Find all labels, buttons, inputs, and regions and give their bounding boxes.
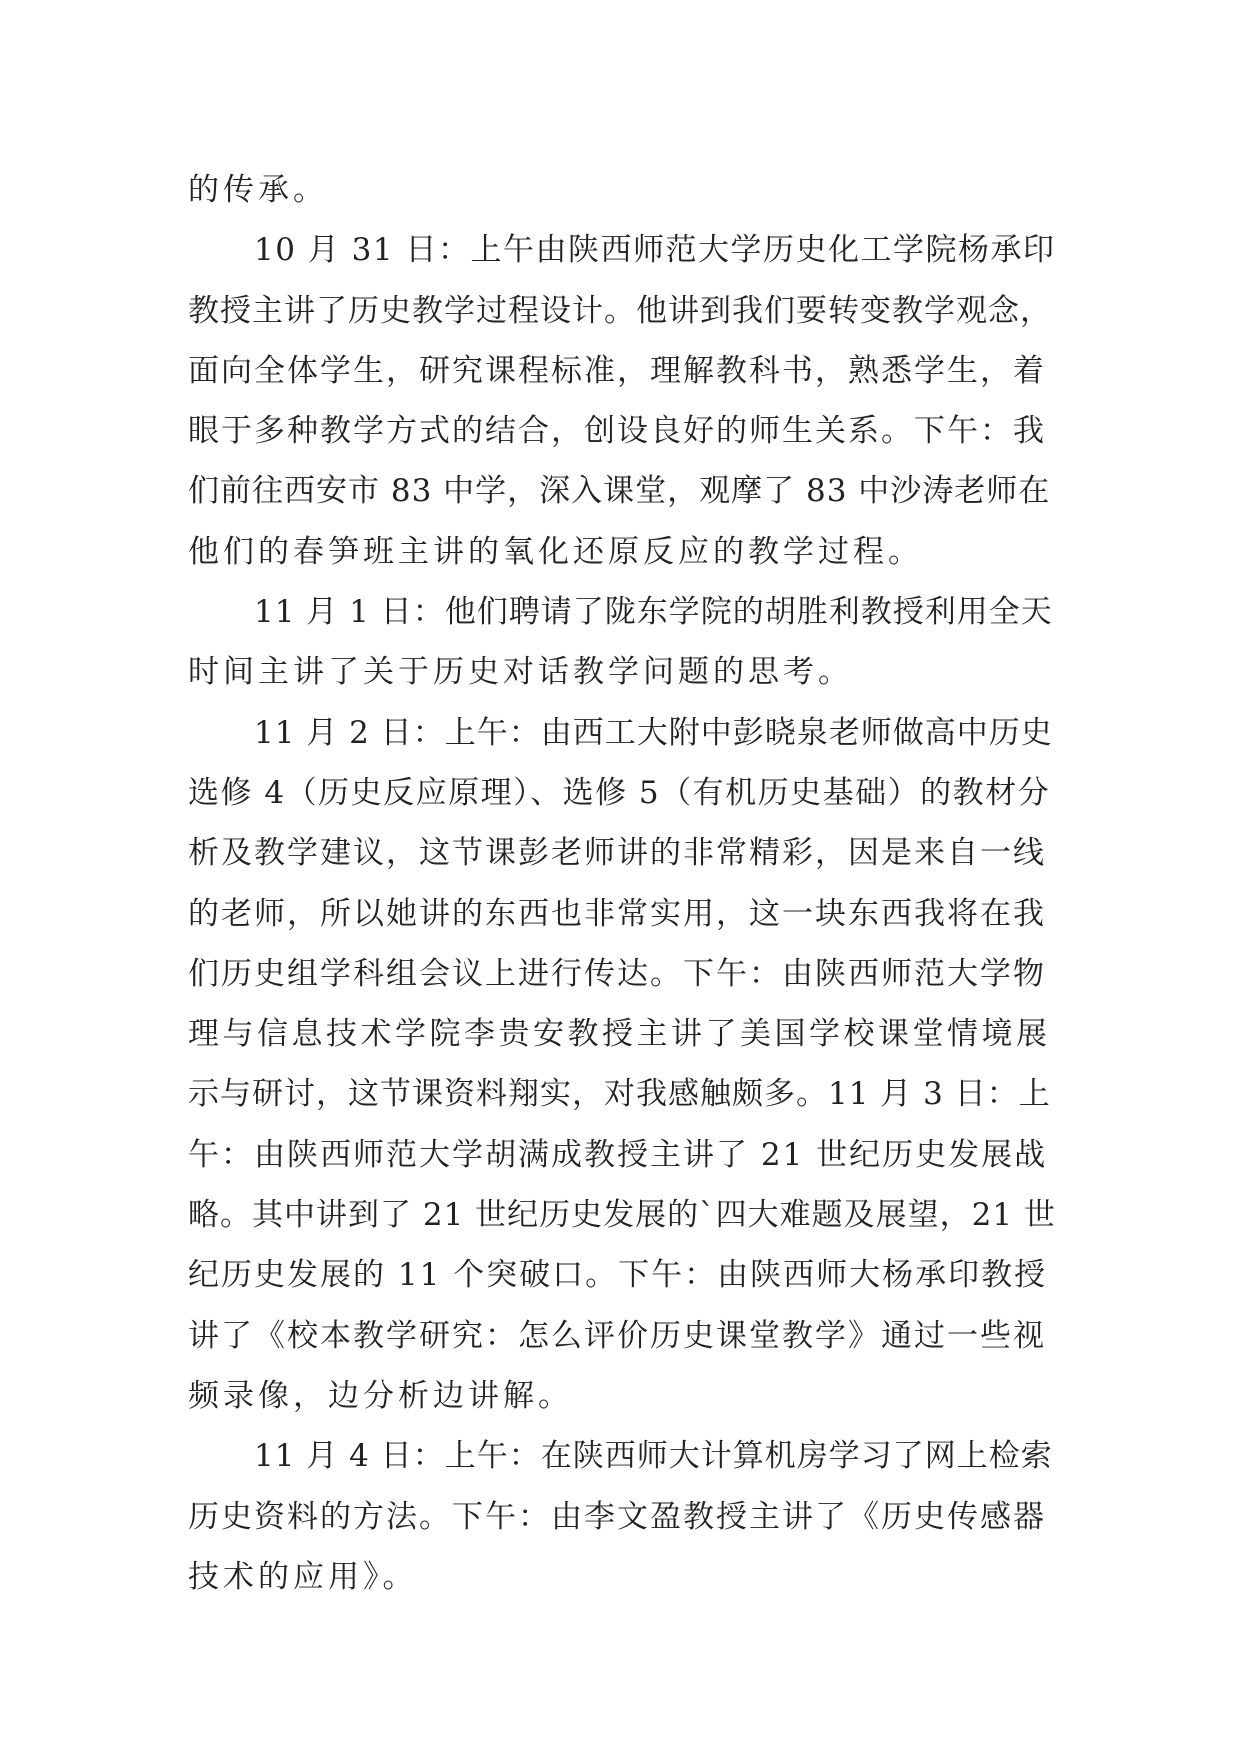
text-line: 的老师，所以她讲的东西也非常实用，这一块东西我将在我 [188, 895, 1046, 932]
text-line: 讲了《校本教学研究：怎么评价历史课堂教学》通过一些视 [188, 1317, 1046, 1354]
text-line: 历史资料的方法。下午：由李文盈教授主讲了《历史传感器 [188, 1498, 1046, 1535]
text-line: 他们的春笋班主讲的氧化还原反应的教学过程。 [188, 533, 923, 570]
text-line: 频录像，边分析边讲解。 [188, 1377, 573, 1414]
text-line: 们历史组学科组会议上进行传达。下午：由陕西师范大学物 [188, 955, 1046, 992]
text-line: 面向全体学生，研究课程标准，理解教科书，熟悉学生，着 [188, 352, 1046, 389]
text-line: 们前往西安市 83 中学，深入课堂，观摩了 83 中沙涛老师在 [188, 473, 1051, 510]
text-line: 选修 4（历史反应原理）、选修 5（有机历史基础）的教材分 [188, 774, 1051, 811]
text-line: 略。其中讲到了 21 世纪历史发展的`四大难题及展望，21 世 [188, 1197, 1056, 1234]
text-line: 11 月 1 日：他们聘请了陇东学院的胡胜利教授利用全天 [254, 594, 1053, 631]
text-line: 析及教学建议，这节课彭老师讲的非常精彩，因是来自一线 [188, 835, 1046, 872]
text-line: 教授主讲了历史教学过程设计。他讲到我们要转变教学观念， [188, 292, 1052, 329]
document-body [188, 160, 1058, 1607]
text-line: 眼于多种教学方式的结合，创设良好的师生关系。下午：我 [188, 413, 1046, 450]
text-line: 理与信息技术学院李贵安教授主讲了美国学校课堂情境展 [188, 1016, 1051, 1053]
text-line: 示与研讨，这节课资料翔实，对我感触颇多。11 月 3 日：上 [188, 1076, 1051, 1113]
text-line: 午：由陕西师范大学胡满成教授主讲了 21 世纪历史发展战 [188, 1136, 1048, 1173]
text-line: 技术的应用》。 [188, 1558, 418, 1595]
text-line: 时间主讲了关于历史对话教学问题的思考。 [188, 654, 853, 691]
text-line: 纪历史发展的 11 个突破口。下午：由陕西师大杨承印教授 [188, 1257, 1048, 1294]
text-line: 11 月 4 日：上午：在陕西师大计算机房学习了网上检索 [254, 1438, 1053, 1475]
text-line: 10 月 31 日：上午由陕西师范大学历史化工学院杨承印 [254, 232, 1056, 269]
text-line: 11 月 2 日：上午：由西工大附中彭晓泉老师做高中历史 [254, 714, 1053, 751]
text-line: 的传承。 [188, 172, 328, 208]
